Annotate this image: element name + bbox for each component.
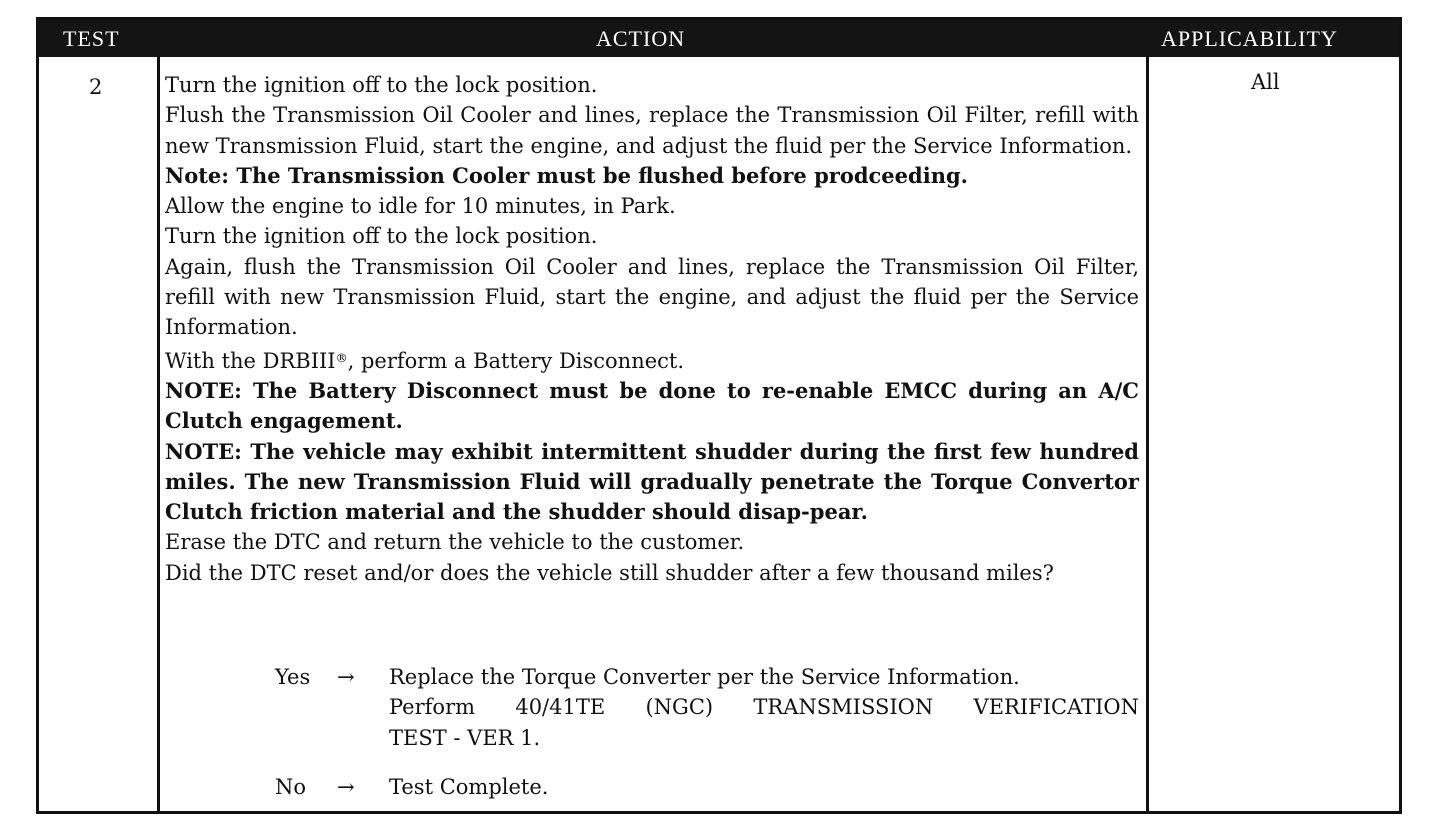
result-yes-line: Perform 40/41TE (NGC) TRANSMISSION VERIFICATION xyxy=(389,695,1139,720)
column-divider-test xyxy=(157,57,160,811)
drbiii-text-rest: , perform a Battery Disconnect. xyxy=(347,348,685,373)
table-header xyxy=(39,20,1399,57)
action-step: Erase the DTC and return the vehicle to the customer. xyxy=(165,530,745,555)
action-note: Note: The Transmission Cooler must be flushed before prodceeding. xyxy=(165,162,968,188)
action-question: Did the DTC reset and/or does the vehicle still shudder after a few thousand miles? xyxy=(165,560,1054,585)
column-divider-applicability xyxy=(1146,57,1149,811)
drbiii-text: With the DRBIII xyxy=(165,348,336,373)
action-step: Turn the ignition off to the lock position. xyxy=(165,73,598,97)
header-test: TEST xyxy=(63,26,120,51)
result-yes-text xyxy=(389,662,1139,753)
registered-mark: ® xyxy=(335,350,348,365)
action-step: Flush the Transmission Oil Cooler and lines, replace the Transmission Oil Filter, refill with new Transmission Fluid, start the engine, and adjust the fluid per the Service Information. xyxy=(165,103,1139,158)
arrow-right-icon: → xyxy=(337,775,355,799)
test-number: 2 xyxy=(89,75,103,99)
result-yes-label: Yes xyxy=(275,665,311,689)
procedure-table xyxy=(36,17,1402,814)
action-step: Again, flush the Transmission Oil Cooler and lines, replace the Transmission Oil Filter, refill with new Transmission Fluid, start the engine, and adjust the fluid per the Service Information. xyxy=(165,254,1139,340)
applicability-value: All xyxy=(1251,70,1280,94)
action-step-drbiii xyxy=(165,343,1139,376)
action-step: Allow the engine to idle for 10 minutes, in Park. xyxy=(165,194,676,219)
result-no-line: Test Complete. xyxy=(389,775,549,799)
action-cell xyxy=(165,70,1139,588)
result-no-text xyxy=(389,772,1139,802)
arrow-right-icon: → xyxy=(337,665,355,689)
result-yes-line: Replace the Torque Converter per the Service Information. xyxy=(389,665,1020,689)
header-applicability: APPLICABILITY xyxy=(1161,26,1338,51)
result-yes-line: TEST - VER 1. xyxy=(389,725,541,750)
header-action: ACTION xyxy=(596,26,686,51)
result-no-label: No xyxy=(275,775,307,799)
action-step: Turn the ignition off to the lock position. xyxy=(165,224,598,249)
action-note: NOTE: The Battery Disconnect must be done to re-enable EMCC during an A/C Clutch engagement. xyxy=(165,377,1139,434)
action-note: NOTE: The vehicle may exhibit intermittent shudder during the first few hundred miles. The new Transmission Fluid will gradually penetrate the Torque Convertor Clutch friction material and the shudder should disap-pear. xyxy=(165,438,1139,525)
